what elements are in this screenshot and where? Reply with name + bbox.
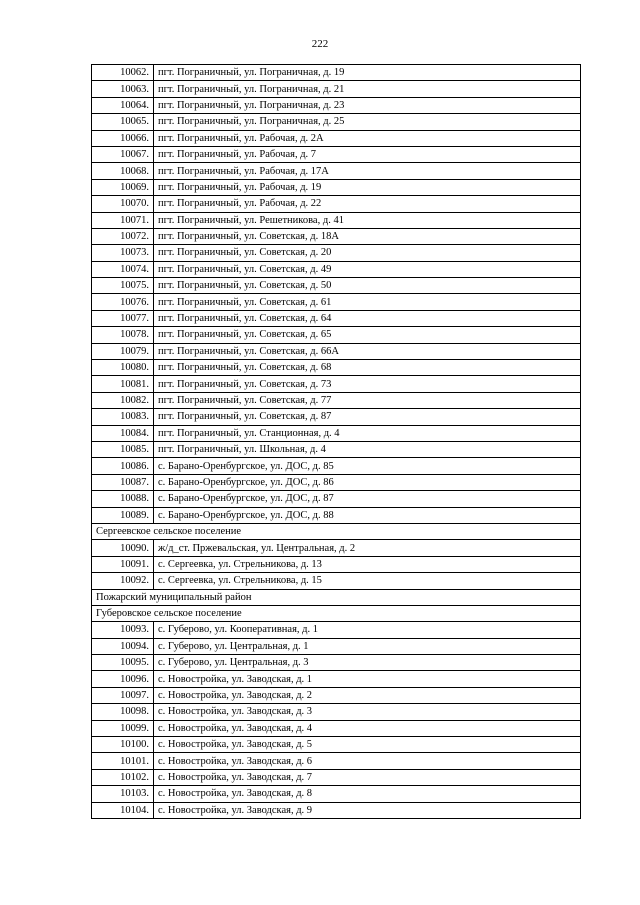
table-row [92, 441, 581, 457]
entry-number: 10098. [92, 704, 154, 720]
entry-number: 10100. [92, 737, 154, 753]
entry-address: с. Губерово, ул. Кооперативная, д. 1 [154, 622, 581, 638]
entry-address: пгт. Пограничный, ул. Школьная, д. 4 [154, 441, 581, 457]
section-title: Пожарский муниципальный район [92, 589, 581, 605]
entry-number: 10089. [92, 507, 154, 523]
table-row [92, 720, 581, 736]
entry-number: 10086. [92, 458, 154, 474]
entry-number: 10073. [92, 245, 154, 261]
entry-number: 10067. [92, 146, 154, 162]
table-row [92, 245, 581, 261]
entry-number: 10094. [92, 638, 154, 654]
table-row [92, 146, 581, 162]
entry-number: 10062. [92, 65, 154, 81]
table-row [92, 343, 581, 359]
section-header-row [92, 589, 581, 605]
entry-number: 10102. [92, 769, 154, 785]
entry-address: с. Барано-Оренбургское, ул. ДОС, д. 88 [154, 507, 581, 523]
entry-address: с. Барано-Оренбургское, ул. ДОС, д. 87 [154, 491, 581, 507]
table-row [92, 556, 581, 572]
entry-address: пгт. Пограничный, ул. Рабочая, д. 2А [154, 130, 581, 146]
entry-number: 10078. [92, 327, 154, 343]
table-row [92, 638, 581, 654]
section-title: Губеровское сельское поселение [92, 605, 581, 621]
table-row [92, 360, 581, 376]
entry-address: пгт. Пограничный, ул. Пограничная, д. 23 [154, 97, 581, 113]
entry-address: с. Новостройка, ул. Заводская, д. 2 [154, 687, 581, 703]
entry-address: пгт. Пограничный, ул. Рабочая, д. 19 [154, 179, 581, 195]
entry-address: пгт. Пограничный, ул. Станционная, д. 4 [154, 425, 581, 441]
entry-number: 10083. [92, 409, 154, 425]
entry-number: 10099. [92, 720, 154, 736]
table-row [92, 671, 581, 687]
table-row [92, 655, 581, 671]
table-row [92, 261, 581, 277]
entry-address: с. Новостройка, ул. Заводская, д. 3 [154, 704, 581, 720]
entry-address: с. Сергеевка, ул. Стрельникова, д. 13 [154, 556, 581, 572]
entry-number: 10090. [92, 540, 154, 556]
table-row [92, 769, 581, 785]
entry-address: пгт. Пограничный, ул. Советская, д. 64 [154, 310, 581, 326]
entry-address: с. Барано-Оренбургское, ул. ДОС, д. 85 [154, 458, 581, 474]
entry-number: 10082. [92, 392, 154, 408]
table-row [92, 327, 581, 343]
entry-address: пгт. Пограничный, ул. Рабочая, д. 17А [154, 163, 581, 179]
table-row [92, 114, 581, 130]
entry-number: 10070. [92, 196, 154, 212]
entry-number: 10071. [92, 212, 154, 228]
table-row [92, 97, 581, 113]
entry-address: ж/д_ст. Пржевальская, ул. Центральная, д. 2 [154, 540, 581, 556]
table-row [92, 163, 581, 179]
entry-number: 10072. [92, 228, 154, 244]
table-row [92, 196, 581, 212]
entry-number: 10065. [92, 114, 154, 130]
entry-number: 10084. [92, 425, 154, 441]
entry-address: с. Новостройка, ул. Заводская, д. 1 [154, 671, 581, 687]
table-row [92, 491, 581, 507]
table-row [92, 622, 581, 638]
entry-address: пгт. Пограничный, ул. Рабочая, д. 22 [154, 196, 581, 212]
entry-number: 10075. [92, 278, 154, 294]
section-header-row [92, 523, 581, 539]
entry-number: 10087. [92, 474, 154, 490]
entry-address: пгт. Пограничный, ул. Советская, д. 73 [154, 376, 581, 392]
table-row [92, 409, 581, 425]
table-row [92, 81, 581, 97]
entry-number: 10096. [92, 671, 154, 687]
table-row [92, 179, 581, 195]
entry-number: 10097. [92, 687, 154, 703]
entry-number: 10081. [92, 376, 154, 392]
table-row [92, 786, 581, 802]
address-table-body [92, 65, 581, 819]
entry-address: с. Новостройка, ул. Заводская, д. 4 [154, 720, 581, 736]
table-row [92, 737, 581, 753]
section-header-row [92, 605, 581, 621]
entry-number: 10101. [92, 753, 154, 769]
address-table [91, 64, 581, 819]
entry-address: пгт. Пограничный, ул. Советская, д. 61 [154, 294, 581, 310]
entry-address: пгт. Пограничный, ул. Пограничная, д. 21 [154, 81, 581, 97]
entry-number: 10088. [92, 491, 154, 507]
entry-address: пгт. Пограничный, ул. Рабочая, д. 7 [154, 146, 581, 162]
entry-address: пгт. Пограничный, ул. Советская, д. 18А [154, 228, 581, 244]
table-row [92, 573, 581, 589]
table-row [92, 278, 581, 294]
entry-number: 10077. [92, 310, 154, 326]
entry-address: пгт. Пограничный, ул. Советская, д. 65 [154, 327, 581, 343]
entry-number: 10095. [92, 655, 154, 671]
entry-address: пгт. Пограничный, ул. Пограничная, д. 19 [154, 65, 581, 81]
entry-address: пгт. Пограничный, ул. Советская, д. 20 [154, 245, 581, 261]
table-row [92, 228, 581, 244]
table-row [92, 212, 581, 228]
entry-address: с. Новостройка, ул. Заводская, д. 5 [154, 737, 581, 753]
table-row [92, 130, 581, 146]
table-row [92, 704, 581, 720]
table-row [92, 392, 581, 408]
table-row [92, 294, 581, 310]
entry-address: пгт. Пограничный, ул. Советская, д. 87 [154, 409, 581, 425]
entry-number: 10074. [92, 261, 154, 277]
entry-number: 10066. [92, 130, 154, 146]
entry-number: 10068. [92, 163, 154, 179]
entry-number: 10091. [92, 556, 154, 572]
table-row [92, 540, 581, 556]
section-title: Сергеевское сельское поселение [92, 523, 581, 539]
entry-number: 10085. [92, 441, 154, 457]
entry-number: 10069. [92, 179, 154, 195]
entry-number: 10080. [92, 360, 154, 376]
entry-address: пгт. Пограничный, ул. Советская, д. 49 [154, 261, 581, 277]
table-row [92, 687, 581, 703]
entry-number: 10104. [92, 802, 154, 818]
entry-address: с. Новостройка, ул. Заводская, д. 8 [154, 786, 581, 802]
entry-number: 10092. [92, 573, 154, 589]
table-row [92, 376, 581, 392]
entry-address: пгт. Пограничный, ул. Советская, д. 68 [154, 360, 581, 376]
table-row [92, 753, 581, 769]
entry-address: с. Барано-Оренбургское, ул. ДОС, д. 86 [154, 474, 581, 490]
entry-number: 10093. [92, 622, 154, 638]
table-row [92, 65, 581, 81]
entry-number: 10063. [92, 81, 154, 97]
table-row [92, 458, 581, 474]
entry-address: с. Новостройка, ул. Заводская, д. 7 [154, 769, 581, 785]
table-row [92, 425, 581, 441]
entry-address: с. Губерово, ул. Центральная, д. 3 [154, 655, 581, 671]
entry-number: 10079. [92, 343, 154, 359]
page-number: 222 [311, 38, 329, 50]
table-row [92, 474, 581, 490]
entry-address: с. Новостройка, ул. Заводская, д. 9 [154, 802, 581, 818]
entry-address: пгт. Пограничный, ул. Советская, д. 77 [154, 392, 581, 408]
entry-address: пгт. Пограничный, ул. Советская, д. 66А [154, 343, 581, 359]
table-row [92, 507, 581, 523]
entry-address: пгт. Пограничный, ул. Советская, д. 50 [154, 278, 581, 294]
entry-number: 10103. [92, 786, 154, 802]
entry-address: с. Губерово, ул. Центральная, д. 1 [154, 638, 581, 654]
entry-number: 10064. [92, 97, 154, 113]
entry-number: 10076. [92, 294, 154, 310]
entry-address: с. Новостройка, ул. Заводская, д. 6 [154, 753, 581, 769]
table-row [92, 802, 581, 818]
entry-address: пгт. Пограничный, ул. Решетникова, д. 41 [154, 212, 581, 228]
entry-address: с. Сергеевка, ул. Стрельникова, д. 15 [154, 573, 581, 589]
entry-address: пгт. Пограничный, ул. Пограничная, д. 25 [154, 114, 581, 130]
table-row [92, 310, 581, 326]
